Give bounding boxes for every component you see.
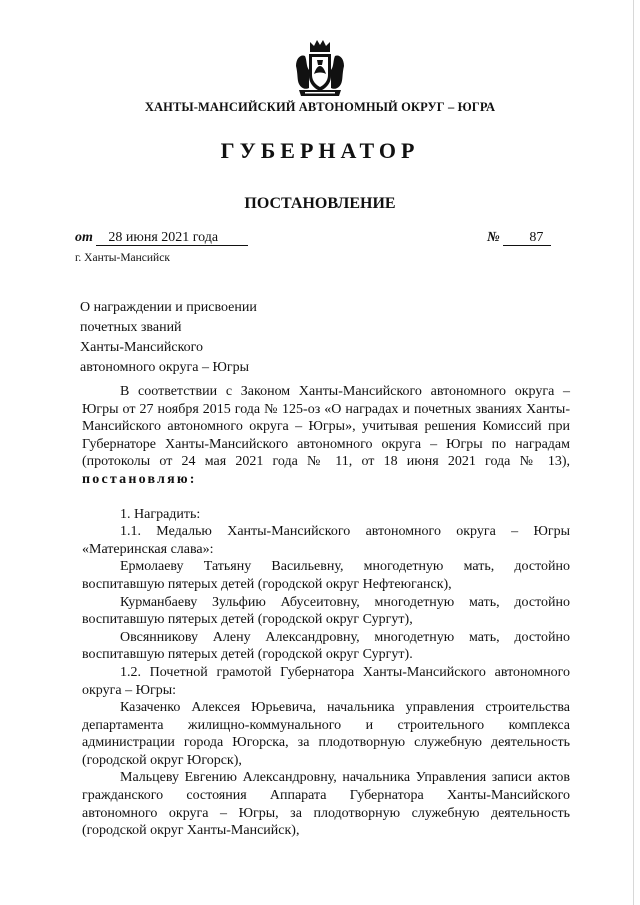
preamble-paragraph [82,383,570,489]
subject-line: автономного округа – Югры [80,360,249,375]
number-line [487,230,551,246]
region-name: ХАНТЫ-МАНСИЙСКИЙ АВТОНОМНЫЙ ОКРУГ – ЮГРА [144,100,496,114]
document-type: ПОСТАНОВЛЕНИЕ [244,195,396,212]
subject-line: почетных званий [80,320,182,335]
subject-line: О награждении и присвоении [80,300,257,315]
document-city: г. Ханты-Мансийск [75,252,170,264]
award-entry: Овсянникову Алену Александровну, многодетную мать, достойно воспитавшую пятерых детей (городской округ Сургут). [82,629,570,663]
document-date: 28 июня 2021 года [96,230,248,246]
award-entry: Курманбаеву Зульфию Абусеитовну, многодетную мать, достойно воспитавшую пятерых детей (городской округ Сургут), [82,594,570,628]
coat-of-arms-icon [293,36,347,98]
award-entry: Казаченко Алексея Юрьевича, начальника управления строительства департамента жилищно-коммунального и строительного комплекса администрации города Югорска, за плодотворную служебную деятельность (городской округ Югорск), [82,700,570,768]
number-prefix: № [487,230,500,245]
decree-word: постановляю: [82,471,197,487]
date-line [75,230,248,246]
clause-1: 1. Наградить: [120,506,201,522]
preamble-text: В соответствии с Законом Ханты-Мансийского автономного округа – Югры от 27 ноября 2015 года № 125-оз «О наградах и почетных званиях Ханты-Мансийского автономного округа – Югры», учитывая решения Комиссий при Губернаторе Ханты-Мансийского автономного округа – Югры по наградам (протоколы от 24 мая 2021 года № 11, от 18 июня 2021 года № 13), [82,384,570,470]
clause-1-1: 1.1. Медалью Ханты-Мансийского автономного округа – Югры «Материнская слава»: [82,524,570,557]
scan-edge-line [633,0,634,905]
issuer-title: ГУБЕРНАТОР [220,138,420,163]
document-subject [80,298,380,378]
document-body [82,383,570,840]
award-entry: Ермолаеву Татьяну Васильевну, многодетную мать, достойно воспитавшую пятерых детей (городской округ Нефтеюганск), [82,559,570,592]
clause-1-2: 1.2. Почетной грамотой Губернатора Ханты-Мансийского автономного округа – Югры: [82,664,570,698]
date-prefix: от [75,230,93,245]
document-number: 87 [503,230,551,246]
award-entry: Мальцеву Евгению Александровну, начальника Управления записи актов гражданского состояния Аппарата Губернатора Ханты-Мансийского автономного округа – Югры, за плодотворную служебную деятельность (городской округ Ханты-Мансийск), [82,770,570,839]
subject-line: Ханты-Мансийского [80,340,204,355]
